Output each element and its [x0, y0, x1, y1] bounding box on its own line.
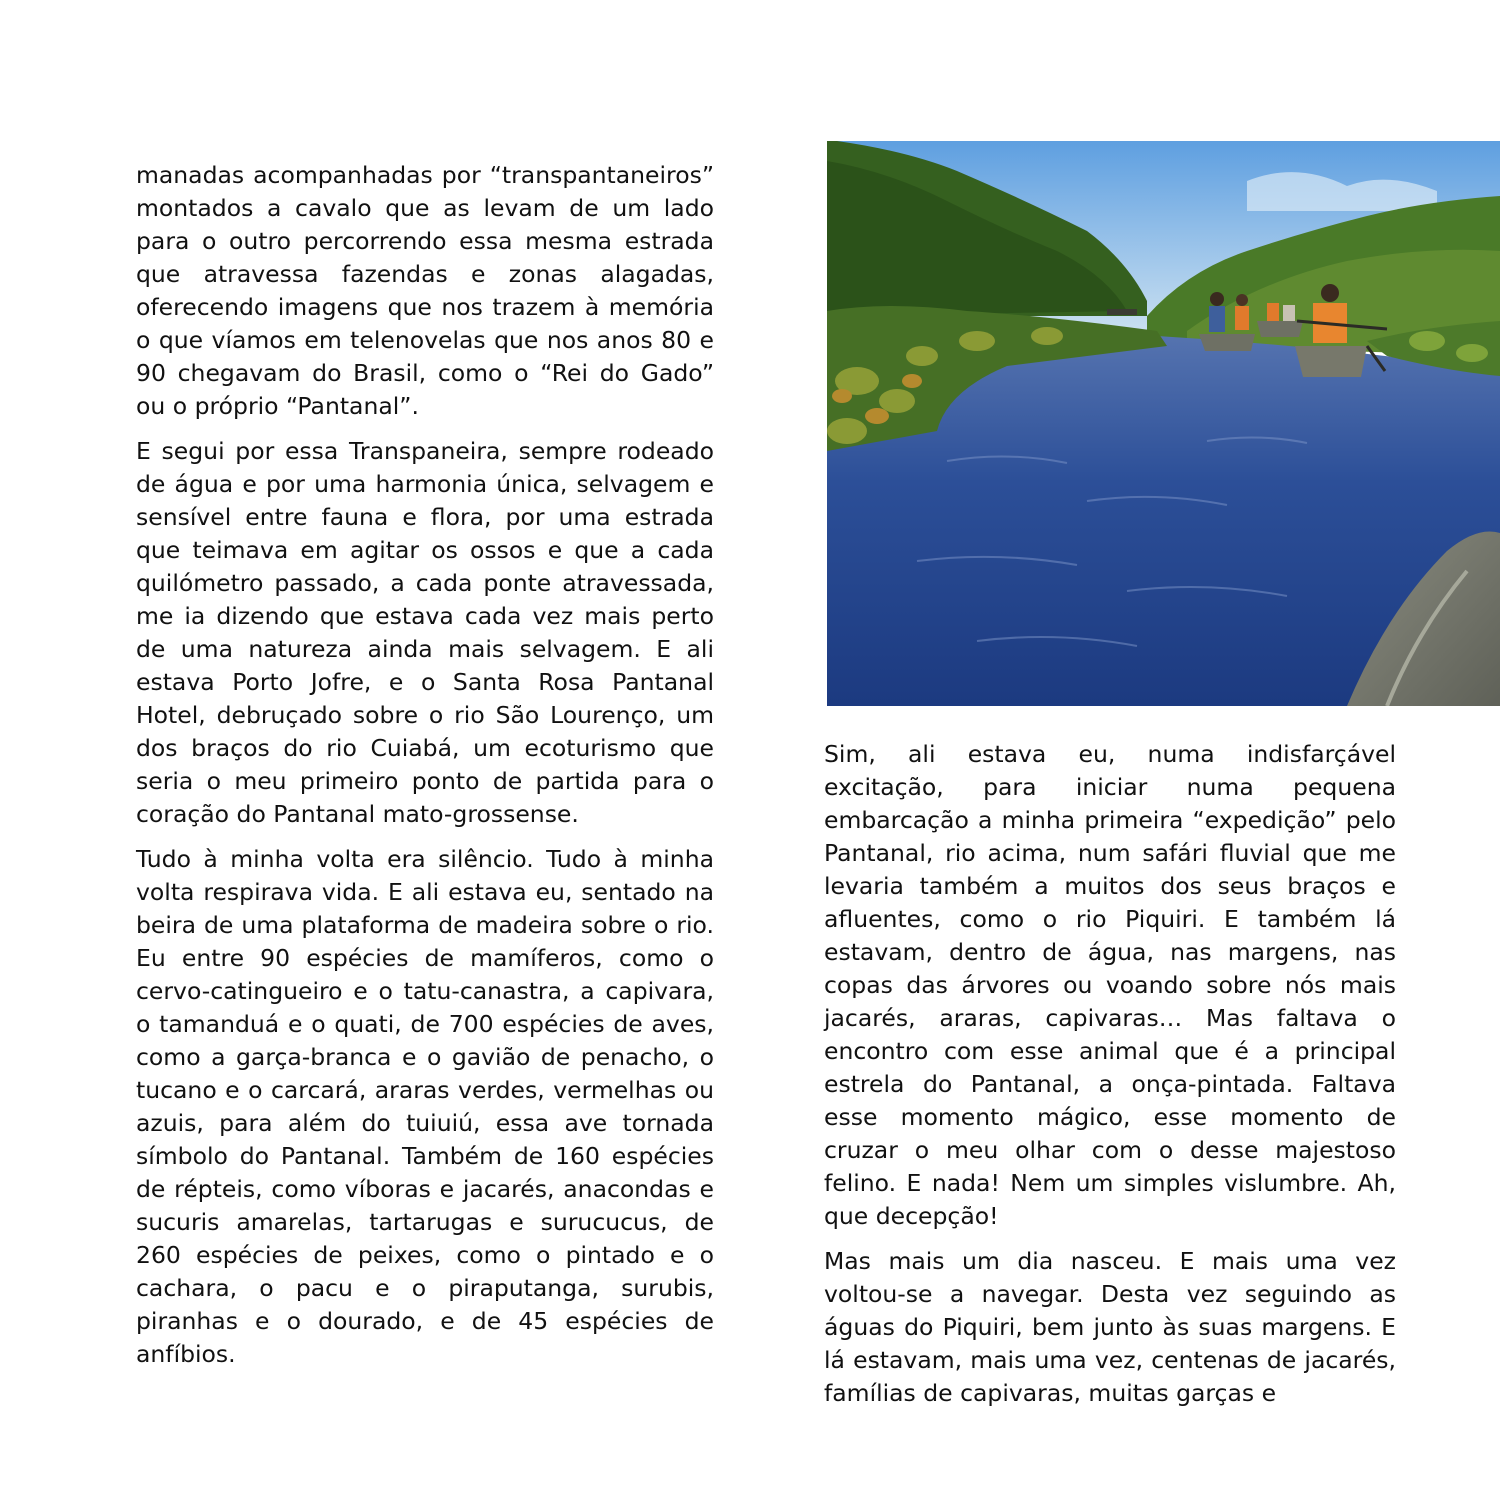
left-text-column — [136, 159, 714, 1383]
right-text-column — [824, 738, 1396, 1422]
paragraph: Tudo à minha volta era silêncio. Tudo à minha volta respirava vida. E ali estava eu, sentado na beira de uma plataforma de madeira sobre o rio. Eu entre 90 espécies de mamíferos, como o cervo-catingueiro e o tatu-canastra, a capivara, o tamanduá e o quati, de 700 espécies de aves, como a garça-branca e o gavião de penacho, o tucano e o carcará, araras verdes, vermelhas ou azuis, para além do tuiuiú, essa ave tornada símbolo do Pantanal. Também de 160 espécies de répteis, como víboras e jacarés, anacondas e sucuris amarelas, tartarugas e surucucus, de 260 espécies de peixes, como o pintado e o cachara, o pacu e o piraputanga, surubis, piranhas e o dourado, e de 45 espécies de anfíbios. — [136, 845, 714, 1368]
river-canoe-photo — [827, 141, 1500, 706]
paragraph: Sim, ali estava eu, numa indisfarçável excitação, para iniciar numa pequena embarcação a minha primeira “expedição” pelo Pantanal, rio acima, num safári fluvial que me levaria também a muitos dos seus braços e afluentes, como o rio Piquiri. E também lá estavam, dentro de água, nas margens, nas copas das árvores ou voando sobre nós mais jacarés, araras, capivaras… Mas faltava o encontro com esse animal que é a principal estrela do Pantanal, a onça-pintada. Faltava esse momento mágico, esse momento de cruzar o meu olhar com o desse majestoso felino. E nada! Nem um simples vislumbre. Ah, que decepção! — [824, 740, 1396, 1230]
paragraph: manadas acompanhadas por “transpantaneiros” montados a cavalo que as levam de um lado para o outro percorrendo essa mesma estrada que atravessa fazendas e zonas alagadas, oferecendo imagens que nos trazem à memória o que víamos em telenovelas que nos anos 80 e 90 chegavam do Brasil, como o “Rei do Gado” ou o próprio “Pantanal”. — [136, 161, 714, 420]
paragraph: E segui por essa Transpaneira, sempre rodeado de água e por uma harmonia única, selvagem e sensível entre fauna e flora, por uma estrada que teimava em agitar os ossos e que a cada quilómetro passado, a cada ponte atravessada, me ia dizendo que estava cada vez mais perto de uma natureza ainda mais selvagem. E ali estava Porto Jofre, e o Santa Rosa Pantanal Hotel, debruçado sobre o rio São Lourenço, um dos braços do rio Cuiabá, um ecoturismo que seria o meu primeiro ponto de partida para o coração do Pantanal mato-grossense. — [136, 437, 714, 828]
paragraph: Mas mais um dia nasceu. E mais uma vez voltou-se a navegar. Desta vez seguindo as águas do Piquiri, bem junto às suas margens. E lá estavam, mais uma vez, centenas de jacarés, famílias de capivaras, muitas garças e — [824, 1247, 1396, 1407]
